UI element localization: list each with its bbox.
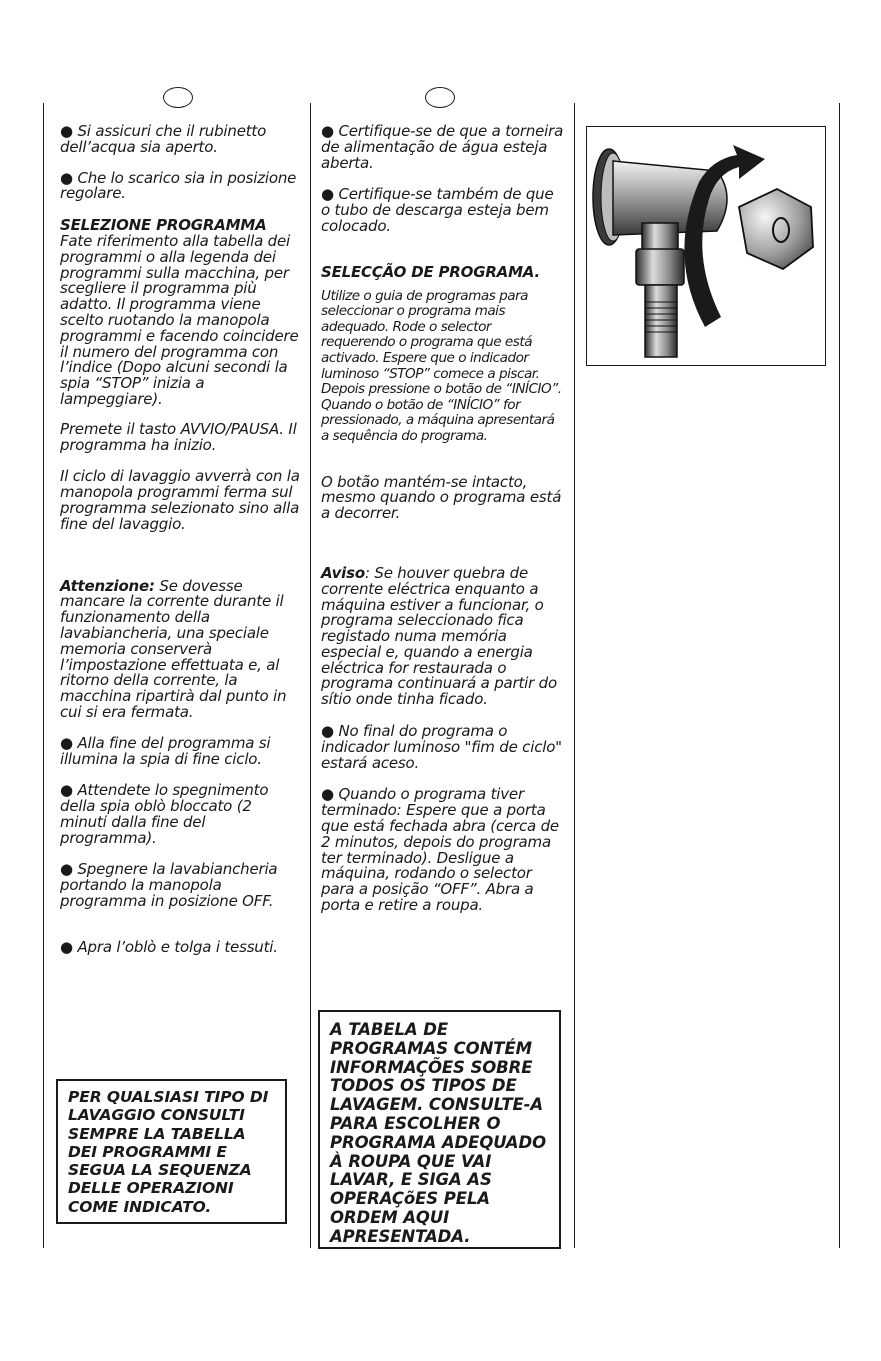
tap-illustration-frame <box>586 126 826 366</box>
warning-label: Aviso <box>321 563 365 582</box>
section-text: Utilize o guia de programas para seleccionar o programa mais adequado. Rode o selector requerendo o programa que está activado. Espere que o indicador luminoso “STOP” comece a piscar. Depois pressione o botão de “INÍCIO”. Quando o botão de “INÍCIO” for pressionado, a máquina apresentará a sequência do programa. <box>321 287 562 444</box>
paragraph-button-intact: O botão mantém-se intacto, mesmo quando o programa está a decorrer. <box>321 472 562 523</box>
column-rule-right <box>839 103 840 1248</box>
language-badge-pt <box>425 87 455 108</box>
notice-box-italian: PER QUALSIASI TIPO DI LAVAGGIO CONSULTI SEMPRE LA TABELLA DEI PROGRAMMI E SEGUA LA SEQUENZA DELLE OPERAZIONI COME INDICATO. <box>56 1079 287 1224</box>
warning-text: : Se houver quebra de corrente eléctrica enquanto a máquina estiver a funcionar, o programa seleccionado fica registado numa memória especial e, quando a energia eléctrica for restaurada o programa continuará a partir do sítio onde tinha ficado. <box>321 563 557 709</box>
warning-label: Attenzione: <box>60 576 155 595</box>
paragraph-program-selection <box>60 218 300 408</box>
section-heading: SELECÇÃO DE PROGRAMA. <box>321 262 540 281</box>
paragraph-switch-off: ● Spegnere la lavabiancheria portando la manopola programma in posizione OFF. <box>60 862 300 909</box>
paragraph-end-light: ● No final do programa o indicador luminoso "fim de ciclo" estará aceso. <box>321 724 565 771</box>
column-italian <box>60 124 300 971</box>
paragraph-tap-check: ● Si assicuri che il rubinetto dell’acqua sia aperto. <box>60 124 300 156</box>
paragraph-program-selection <box>321 262 565 445</box>
paragraph-warning <box>321 563 565 709</box>
paragraph-program-finished: ● Quando o programa tiver terminado: Espere que a porta que está fechada abra (cerca de 2 minutos, depois do programa ter terminado). Desligue a máquina, rodando o selector para a posição “OFF”. Abra a porta e retire a roupa. <box>321 787 565 913</box>
paragraph-tap-check: ● Certifique-se de que a torneira de alimentação de água esteja aberta. <box>321 124 565 171</box>
section-text: Fate riferimento alla tabella dei programmi o alla legenda dei programmi sulla macchina, per scegliere il programma più adatto. Il programma viene scelto ruotando la manopola programmi e facendo coincidere il numero del programma con l’indice (Dopo alcuni secondi la spia “STOP” inizia a lampeggiare). <box>60 231 299 408</box>
section-heading: SELEZIONE PROGRAMMA <box>60 216 267 235</box>
column-rule-mid-1 <box>310 103 311 1248</box>
water-tap-open-icon <box>587 127 826 366</box>
paragraph-warning <box>60 576 300 721</box>
paragraph-drain-check: ● Che lo scarico sia in posizione regolare. <box>60 171 300 203</box>
language-badge-it <box>163 87 193 108</box>
paragraph-drain-check: ● Certifique-se também de que o tubo de descarga esteja bem colocado. <box>321 187 565 234</box>
notice-box-portuguese: A TABELA DE PROGRAMAS CONTÉM INFORMAÇÕES SOBRE TODOS OS TIPOS DE LAVAGEM. CONSULTE-A PARA ESCOLHER O PROGRAMA ADEQUADO À ROUPA QUE VAI LAVAR, E SIGA AS OPERAÇõES PELA ORDEM AQUI APRESENTADA. <box>318 1010 561 1249</box>
paragraph-door-lock: ● Attendete lo spegnimento della spia oblò bloccato (2 minuti dalla fine del programma). <box>60 783 300 846</box>
column-portuguese <box>321 124 565 929</box>
column-rule-mid-2 <box>574 103 575 1248</box>
paragraph-open-door: ● Apra l’oblò e tolga i tessuti. <box>60 940 300 956</box>
paragraph-wash-cycle: Il ciclo di lavaggio avverrà con la manopola programmi ferma sul programma selezionato sino alla fine del lavaggio. <box>60 467 300 533</box>
paragraph-start: Premete il tasto AVVIO/PAUSA. Il programma ha inizio. <box>60 419 297 454</box>
warning-text: Se dovesse mancare la corrente durante il funzionamento della lavabiancheria, una speciale memoria conserverà l’impostazione effettuata e, al ritorno della corrente, la macchina ripartirà dal punto in cui si era fermata. <box>60 576 287 721</box>
paragraph-end-light: ● Alla fine del programma si illumina la spia di fine ciclo. <box>60 736 300 768</box>
column-rule-left <box>43 103 44 1248</box>
